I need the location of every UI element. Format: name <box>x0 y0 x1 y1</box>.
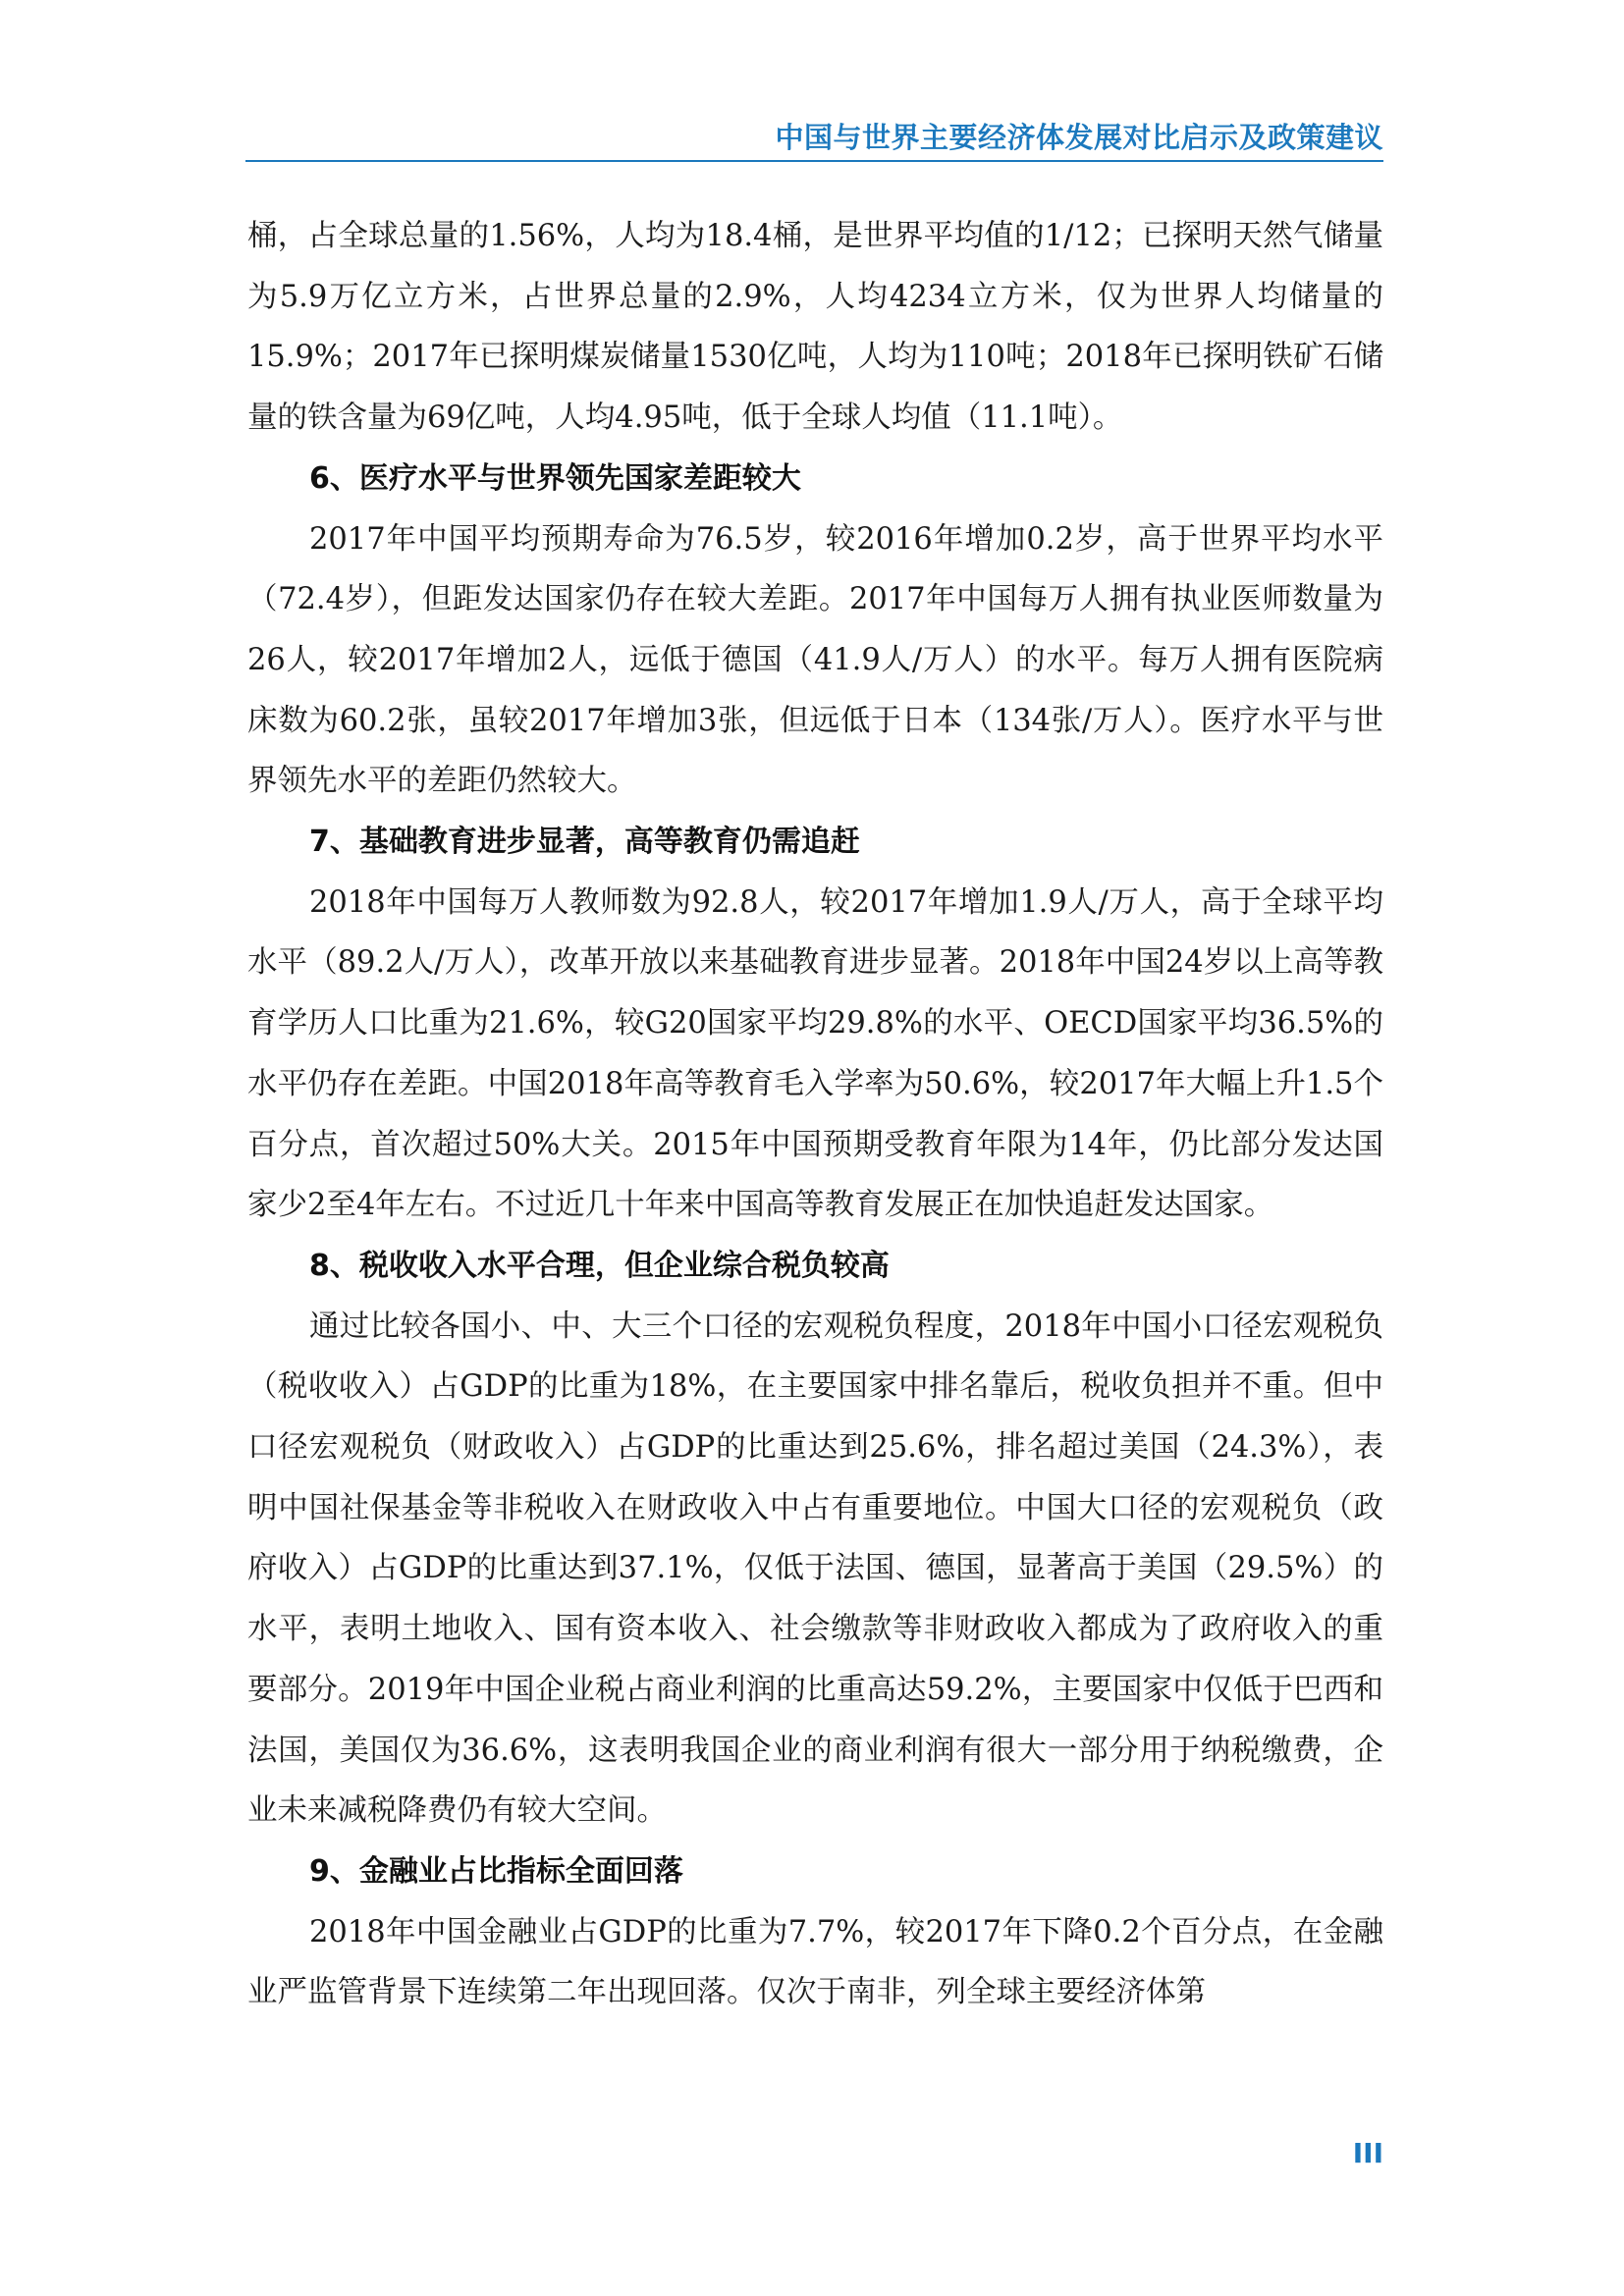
section-paragraph-healthcare: 2017年中国平均预期寿命为76.5岁，较2016年增加0.2岁，高于世界平均水平（72.4岁），但距发达国家仍存在较大差距。2017年中国每万人拥有执业医师数量为26人，较2017年增加2人，远低于德国（41.9人/万人）的水平。每万人拥有医院病床数为60.2张，虽较2017年增加3张，但远低于日本（134张/万人）。医疗水平与世界领先水平的差距仍然较大。 <box>247 521 1383 799</box>
running-header-title: 中国与世界主要经济体发展对比启示及政策建议 <box>775 121 1383 154</box>
section-heading-education: 7、基础教育进步显著，高等教育仍需追赶 <box>309 825 860 860</box>
header-divider <box>245 160 1383 162</box>
page-number: III <box>1352 2137 1383 2169</box>
section-heading-healthcare: 6、医疗水平与世界领先国家差距较大 <box>309 460 801 496</box>
page-body <box>247 206 1383 2023</box>
section-heading-finance: 9、金融业占比指标全面回落 <box>309 1853 683 1889</box>
section-paragraph-taxation: 通过比较各国小、中、大三个口径的宏观税负程度，2018年中国小口径宏观税负（税收收入）占GDP的比重为18%，在主要国家中排名靠后，税收负担并不重。但中口径宏观税负（财政收入）占GDP的比重达到25.6%，排名超过美国（24.3%），表明中国社保基金等非税收入在财政收入中占有重要地位。中国大口径的宏观税负（政府收入）占GDP的比重达到37.1%，仅低于法国、德国，显著高于美国（29.5%）的水平，表明土地收入、国有资本收入、社会缴款等非财政收入都成为了政府收入的重要部分。2019年中国企业税占商业利润的比重高达59.2%，主要国家中仅低于巴西和法国，美国仅为36.6%，这表明我国企业的商业利润有很大一部分用于纳税缴费，企业未来减税降费仍有较大空间。 <box>247 1308 1383 1829</box>
section-heading-taxation: 8、税收收入水平合理，但企业综合税负较高 <box>309 1248 890 1283</box>
section-paragraph-finance: 2018年中国金融业占GDP的比重为7.7%，较2017年下降0.2个百分点，在金融业严监管背景下连续第二年出现回落。仅次于南非，列全球主要经济体第 <box>247 1914 1383 2010</box>
section-paragraph-education: 2018年中国每万人教师数为92.8人，较2017年增加1.9人/万人，高于全球平均水平（89.2人/万人），改革开放以来基础教育进步显著。2018年中国24岁以上高等教育学历人口比重为21.6%，较G20国家平均29.8%的水平、OECD国家平均36.5%的水平仍存在差距。中国2018年高等教育毛入学率为50.6%，较2017年大幅上升1.5个百分点，首次超过50%大关。2015年中国预期受教育年限为14年，仍比部分发达国家少2至4年左右。不过近几十年来中国高等教育发展正在加快追赶发达国家。 <box>247 884 1383 1223</box>
continuation-paragraph: 桶，占全球总量的1.56%，人均为18.4桶，是世界平均值的1/12；已探明天然气储量为5.9万亿立方米，占世界总量的2.9%，人均4234立方米，仅为世界人均储量的15.9%；2017年已探明煤炭储量1530亿吨，人均为110吨；2018年已探明铁矿石储量的铁含量为69亿吨，人均4.95吨，低于全球人均值（11.1吨）。 <box>247 219 1383 436</box>
